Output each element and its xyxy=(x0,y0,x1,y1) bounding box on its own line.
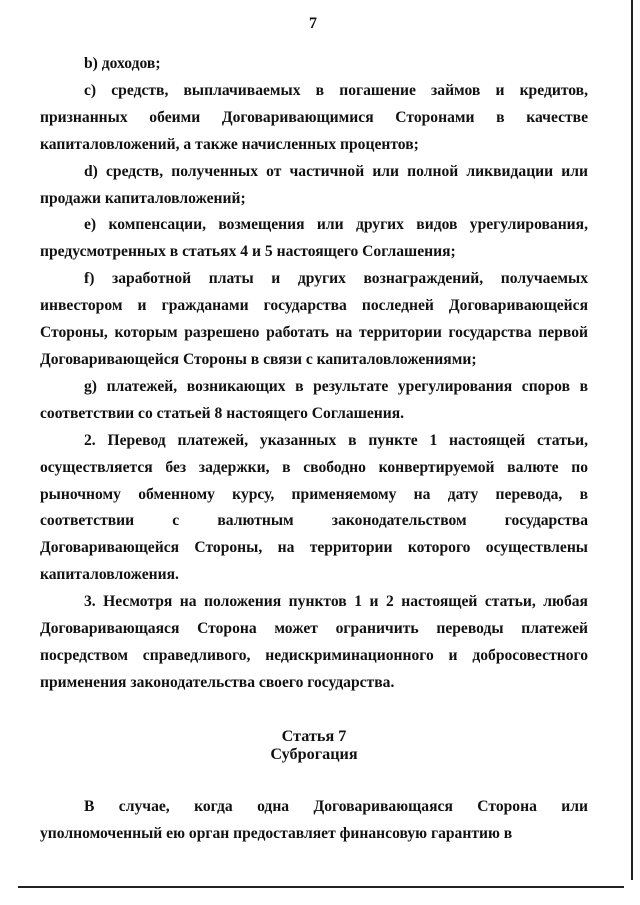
spacer xyxy=(40,764,588,794)
paragraph-clause-3: 3. Несмотря на положения пунктов 1 и 2 настоящей статьи, любая Договаривающаяся Сторона может ограничить переводы платежей посредством справедливого, недискриминационного и добросовестного применения законодательства своего государства. xyxy=(40,593,588,691)
paragraph-subrogation: В случае, когда одна Договаривающаяся Сторона или уполномоченный ею орган предоставляет финансовую гарантию в xyxy=(40,797,588,842)
paragraph-item-d: d) средств, полученных от частичной или полной ликвидации или продажи капиталовложений; xyxy=(40,162,588,207)
paragraph-clause-2: 2. Перевод платежей, указанных в пункте 1 настоящей статьи, осуществляется без задержки, в свободно конвертируемой валюте по рыночному обменному курсу, применяемому на дату перевода, в соответствии с валютным законодательством государства Договаривающейся Стороны, на территории которого осуществлены капиталовложения. xyxy=(40,431,588,584)
page-edge-right xyxy=(631,0,633,880)
paragraph-item-e: e) компенсации, возмещения или других видов урегулирования, предусмотренных в статьях 4 и 5 настоящего Соглашения; xyxy=(40,216,588,261)
paragraph-item-c: c) средств, выплачиваемых в погашение займов и кредитов, признанных обеими Договаривающимися Сторонами в качестве капиталовложений, а также начисленных процентов; xyxy=(40,81,588,153)
document-body xyxy=(40,51,588,848)
paragraph-item-f: f) заработной платы и других вознаграждений, получаемых инвестором и гражданами государства последней Договаривающейся Стороны, которым разрешено работать на территории государства первой Договаривающейся Стороны в связи с капиталовложениями; xyxy=(40,270,588,368)
paragraph-item-g: g) платежей, возникающих в результате урегулирования споров в соответствии со статьей 8 настоящего Соглашения. xyxy=(40,377,588,422)
page-number: 7 xyxy=(309,15,317,32)
article-title: Суброгация xyxy=(270,745,358,764)
spacer xyxy=(40,697,588,727)
page-edge-bottom xyxy=(18,886,624,888)
paragraph-item-b: b) доходов; xyxy=(84,55,161,72)
article-number: Статья 7 xyxy=(281,726,347,745)
